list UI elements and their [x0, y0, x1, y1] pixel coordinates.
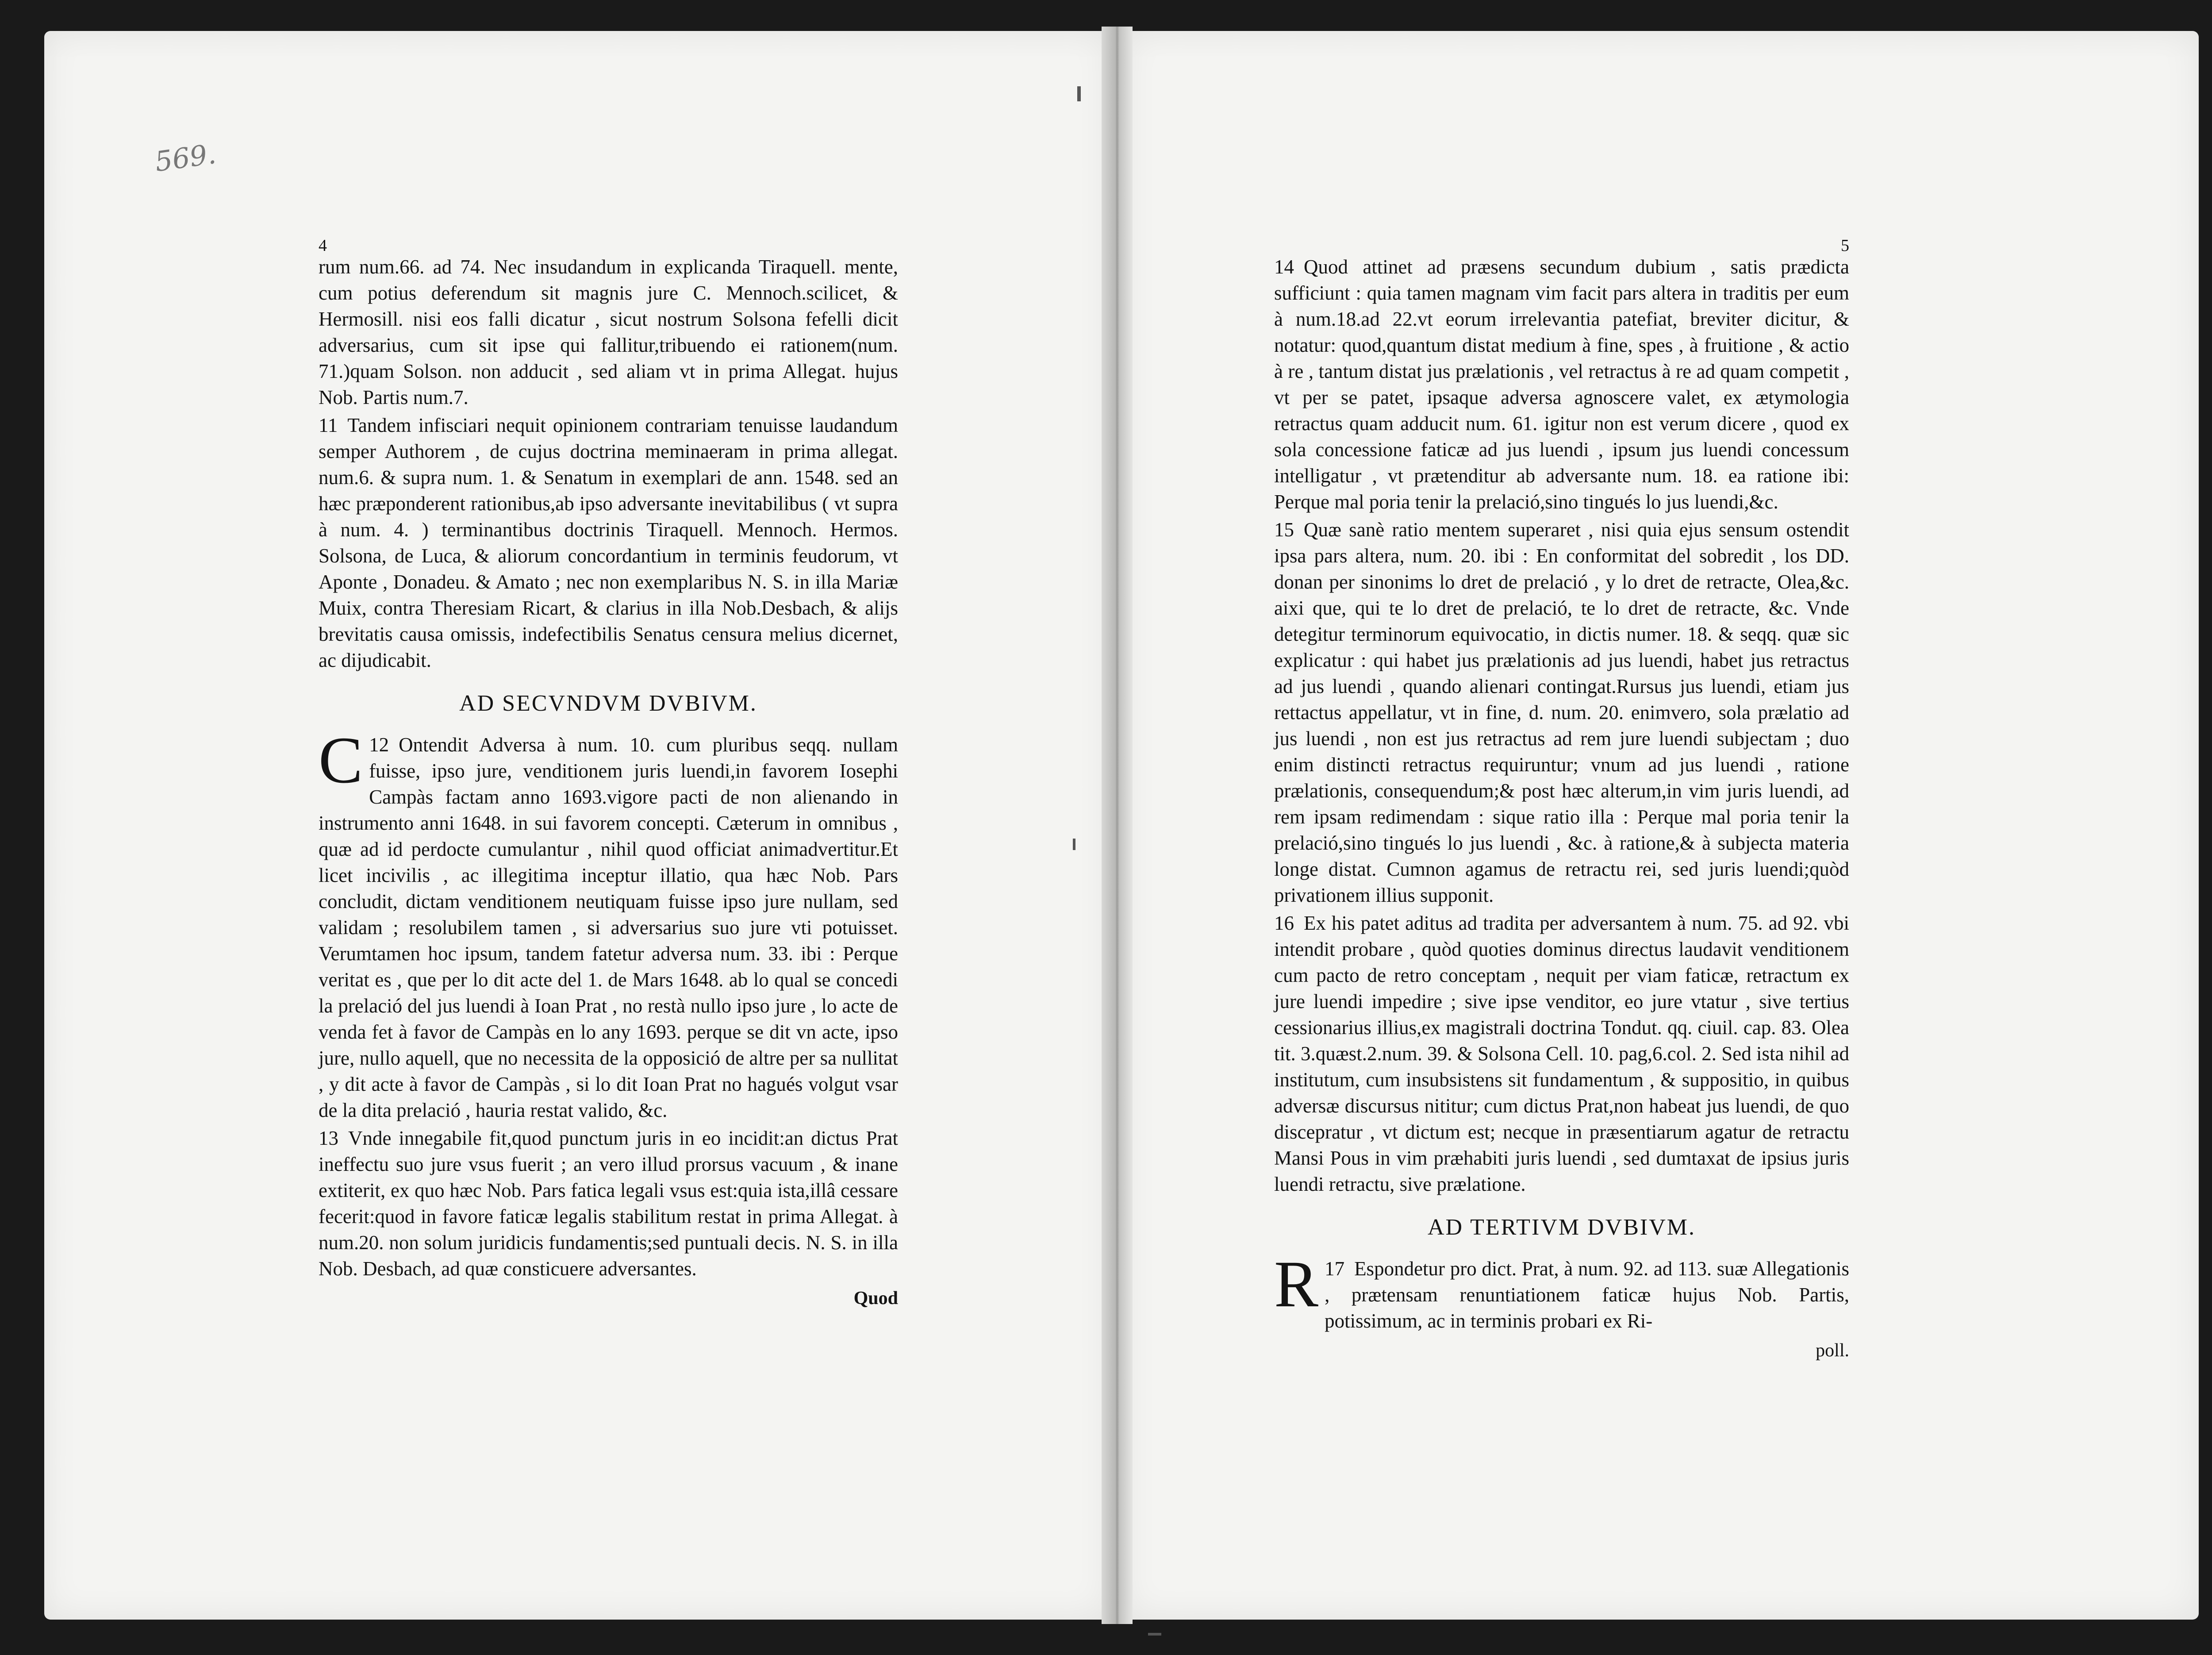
- page-mark-dash: [1148, 1633, 1161, 1636]
- paragraph-number: 17: [1325, 1258, 1345, 1280]
- left-page-text: [319, 236, 898, 1312]
- folio-number-left: 569.: [153, 137, 218, 178]
- paragraph-15: [1274, 517, 1849, 908]
- paragraph-13: [319, 1125, 898, 1282]
- paragraph-16: [1274, 910, 1849, 1197]
- paragraph-number: 14: [1274, 256, 1294, 278]
- paragraph-number: 16: [1274, 912, 1294, 934]
- paragraph-17: [1274, 1247, 1849, 1334]
- catchword: Quod: [853, 1288, 898, 1309]
- page-number: 4: [319, 236, 327, 255]
- drop-cap: R: [1274, 1247, 1319, 1321]
- paragraph-text: Tandem infisciari nequit opinionem contrariam tenuisse laudandum semper Authorem , de cujus doctrina meminaeram in prima allegat. num.6. & supra num. 1. & Senatum in exemplari de ann. 1548. sed an hæc præponderent rationibus,ab ipso adversante inevitabilibus ( vt supra à num. 4. ) terminantibus doctrinis Tiraquell. Mennoch. Hermos. Solsona, de Luca, & aliorum concordantium in terminis feudorum, vt Aponte , Donadeu. & Amato ; nec non exemplaribus N. S. in illa Mariæ Muix, contra Theresiam Ricart, & clarius in illa Nob.Desbach, & alijs brevitatis causa omissis, indefectibilis Senatus censura melius dicernet, ac dijudicabit.: [319, 414, 898, 671]
- section-heading: AD TERTIVM DVBIVM.: [1427, 1215, 1696, 1240]
- paragraph-text: Ex his patet aditus ad tradita per adversantem à num. 75. ad 92. vbi intendit probare , quòd quoties dominus directus laudavit venditionem cum pacto de retro conceptam , nequit per viam faticæ, retractum ex jure luendi impedire ; sive ipse venditor, eo jure vtatur , sive tertius cessionarius illius,ex magistrali doctrina Tondut. qq. ciuil. cap. 83. Olea tit. 3.quæst.2.num. 39. & Solsona Cell. 10. pag,6.col. 2. Sed ista nihil ad institutum, cum insubsistens sit fundamentum , & suppositio, in quibus adversæ discursus nititur; cum dictus Prat,non habeat jus luendi, de quo discepratur , vt dictum est; necque in præsentiarum agatur de retractu Mansi Pous in vim præhabiti juris luendi , sed dumtaxat de ipsius juris luendi retractu, sive prælatione.: [1274, 912, 1849, 1195]
- catchword: poll.: [1816, 1340, 1849, 1361]
- paragraph-number: 11: [319, 414, 338, 436]
- paragraph-continued: rum num.66. ad 74. Nec insudandum in explicanda Tiraquell. mente, cum potius deferendum sit magnis jure C. Mennoch.scilicet, & Hermosill. nisi eos falli dicatur , sicut nostrum Solsona fefelli dicit adversarius, cum sit ipse qui fallitur,tribuendo ei rationem(num. 71.)quam Solson. non adducit , sed aliam vt in prima Allegat. hujus Nob. Partis num.7.: [319, 256, 898, 408]
- page-number: 5: [1841, 236, 1849, 255]
- paragraph-text: Vnde innegabile fit,quod punctum juris in eo incidit:an dictus Prat ineffectu suo jure vsus fuerit ; an vero illud prorsus vacuum , & inane extiterit, ex quo hæc Nob. Pars fatica legali vsus est:quia ista,illâ cessare fecerit:quod in favore faticæ legalis stabilitum restat in prima Allegat. à num.20. non solum juridicis fundamentis;sed puntuali decis. N. S. in illa Nob. Desbach, ad quæ consticuere adversantes.: [319, 1127, 898, 1280]
- paragraph-number: 12: [369, 734, 389, 756]
- paragraph-text: Quæ sanè ratio mentem superaret , nisi quia ejus sensum ostendit ipsa pars altera, num. 20. ibi : En conformitat del sobredit , los DD. donan per sinonims lo dret de prelació , y lo dret de retracte, Olea,&c. aixi que, qui te lo dret de prelació, te lo dret de retracte, &c. Vnde detegitur terminorum equivocatio, in dictis numer. 18. & seqq. quæ sic explicatur : qui habet jus prælationis ad jus luendi, habet jus retractus ad jus luendi , quando alienari contingat.Rursus jus luendi, etiam jus rettactus appellatur, vt in fine, d. num. 20. enimvero, sola prælatio ad jus luendi , non est jus retractus ad rem jure luendi subjectam ; duo enim distincti retractus requiruntur; vnum ad jus luendi , ratione prælationis, consequendum;& post hæc alterum,in vim juris luendi, ad rem ipsam redimendam : sique ratio illa : Perque mal poria tenir la prelació,sino tingués lo jus luendi , &c. à ratione,& à subjecta materia longe distat. Cumnon agamus de retractu rei, sed juris luendi;quòd privationem illius supponit.: [1274, 519, 1849, 906]
- paragraph-12: [319, 724, 898, 1124]
- paragraph-text: Espondetur pro dict. Prat, à num. 92. ad 113. suæ Allegationis , prætensam renuntiationem faticæ hujus Nob. Partis, potissimum, ac in terminis probari ex Ri-: [1325, 1258, 1849, 1332]
- paragraph-text: Quod attinet ad præsens secundum dubium , satis prædicta sufficiunt : quia tamen magnam vim facit pars altera in traditis per eum à num.18.ad 22.vt eorum irrelevantia patefiat, breviter dicitur, & notatur: quod,quantum distat medium à fine, spes , à fruitione , & actio à re , tantum distat jus prælationis , vel retractus à re ad quam competit , vt per se patet, ipsaque adversa agnoscere valet, ex ætymologia retractus quam adducit num. 61. igitur non est verum dicere , quod ex sola concessione faticæ ad jus luendi , ipsum jus luendi concessum intelligatur , vt prætenditur ab adversante num. 18. ea ratione ibi: Perque mal poria tenir la prelació,sino tingués lo jus luendi,&c.: [1274, 256, 1849, 513]
- paragraph-text: Ontendit Adversa à num. 10. cum pluribus seqq. nullam fuisse, ipso jure, venditionem juris luendi,in favorem Iosephi Campàs factam anno 1693.vigore pacti de non alienando in instrumento anni 1648. in sui favorem concepti. Cæterum in omnibus , quæ ad id perdocte cumulantur , nihil quod officiat animadvertitur.Et licet incivilis , ac illegitima inceptur illatio, qua hæc Nob. Pars concludit, dictam venditionem neutiquam fuisse ipso jure nullam, sed validam ; resolubilem tamen , si adversarius suo jure vti potuisset. Verumtamen hoc ipsum, tandem fatetur adversa num. 33. ibi : Perque veritat es , que per lo dit acte del 1. de Mars 1648. ab lo qual se concedi la prelació del jus luendi à Ioan Prat , no restà nullo ipso jure , lo acte de venda fet à favor de Campàs en lo any 1693. perque se dit vn acte, ipso jure, nullo aquell, que no necessita de la opposició de altre per sa nullitat , y dit acte à favor de Campàs , si lo dit Ioan Prat no hagués volgut vsar de la dita prelació , hauria restat valido, &c.: [319, 734, 898, 1121]
- book-spine: [1102, 27, 1133, 1624]
- page-mark-dash: [1073, 839, 1075, 850]
- page-mark-dash: [1077, 86, 1081, 101]
- paragraph-number: 13: [319, 1127, 338, 1149]
- section-heading: AD SECVNDVM DVBIVM.: [459, 691, 757, 716]
- drop-cap: C: [319, 724, 363, 797]
- paragraph-11: [319, 412, 898, 674]
- paragraph-number: 15: [1274, 519, 1294, 541]
- paragraph-14: [1274, 254, 1849, 515]
- right-page-text: [1274, 236, 1849, 1364]
